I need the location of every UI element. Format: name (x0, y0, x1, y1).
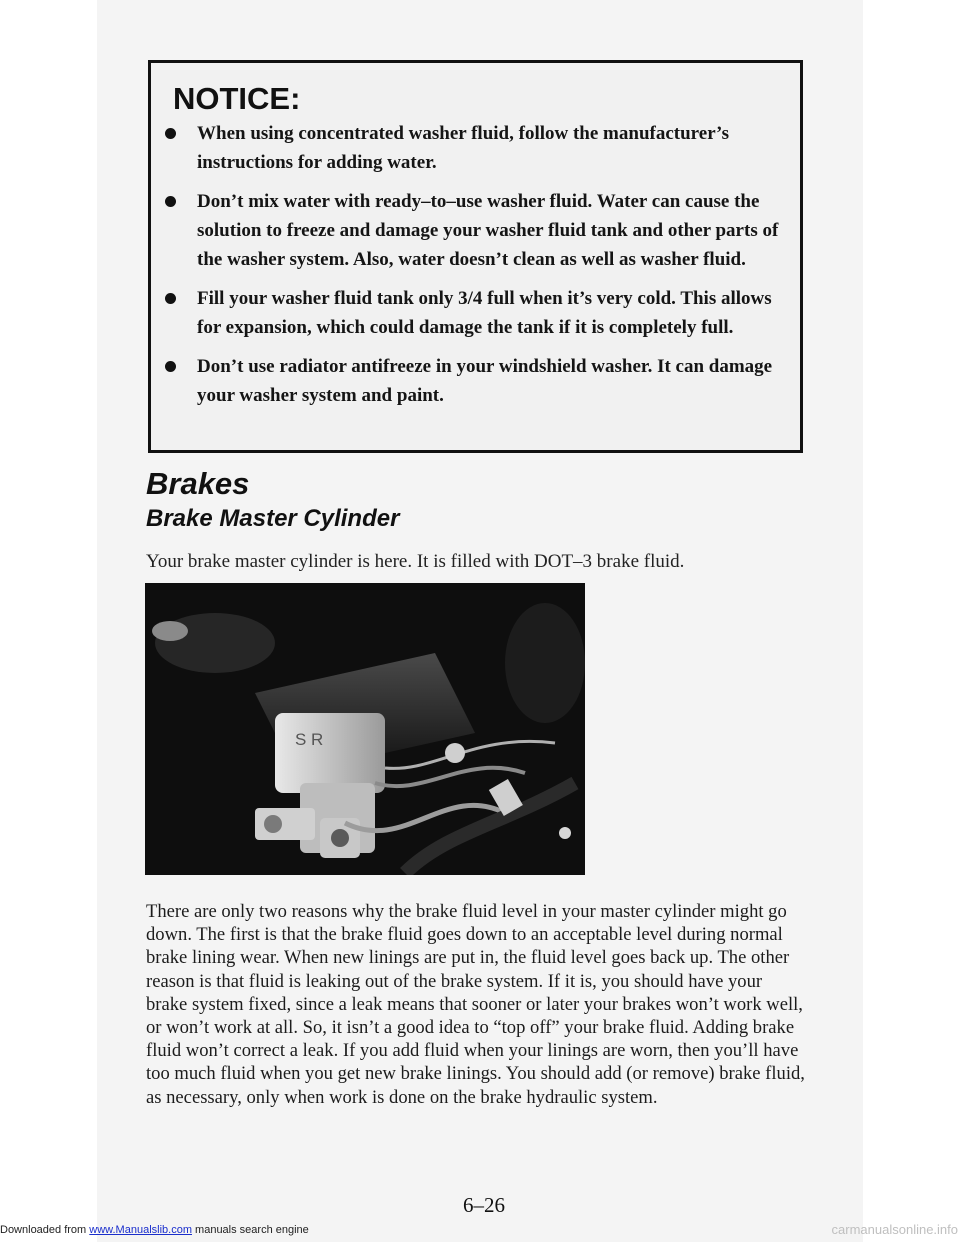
notice-title: NOTICE: (173, 81, 301, 116)
section-subheading: Brake Master Cylinder (146, 505, 400, 532)
manualslib-link[interactable]: www.Manualslib.com (89, 1224, 192, 1236)
section-heading: Brakes (146, 466, 250, 501)
download-suffix: manuals search engine (191, 1224, 309, 1236)
list-item (151, 284, 791, 342)
brake-master-cylinder-photo (145, 583, 585, 875)
notice-item-text: Don’t mix water with ready–to–use washer fluid. Water can cause the solution to freeze and damage your washer fluid tank and other parts of the washer system. Also, water doesn’t clean as well as washer fluid. (197, 191, 779, 270)
bullet-icon (165, 196, 176, 207)
reservoir-marking: S R (295, 730, 324, 749)
notice-item-text: Fill your washer fluid tank only 3/4 full when it’s very cold. This allows for expansion, which could damage the tank if it is completely full. (197, 288, 772, 338)
list-item (151, 187, 791, 274)
list-item (151, 352, 791, 410)
notice-item-text: When using concentrated washer fluid, follow the manufacturer’s instructions for adding water. (197, 123, 729, 173)
engine-bay-illustration (145, 583, 585, 875)
notice-box (148, 60, 803, 453)
watermark-text: carmanualsonline.info (831, 1222, 958, 1237)
bullet-icon (165, 293, 176, 304)
body-paragraph: There are only two reasons why the brake fluid level in your master cylinder might go down. The first is that the brake fluid goes down to an acceptable level during normal brake lining wear. When new linings are put in, the fluid level goes back up. The other reason is that fluid is leaking out of the brake system. If it is, you should have your brake system fixed, since a leak means that sooner or later your brakes won’t work well, or won’t work at all. So, it isn’t a good idea to “top off” your brake fluid. Adding brake fluid won’t correct a leak. If you add fluid when your linings are worn, then you’ll have too much fluid when you get new brake linings. You should add (or remove) brake fluid, as necessary, only when work is done on the brake hydraulic system. (146, 901, 805, 1108)
page-number: 6–26 (463, 1193, 505, 1217)
notice-list (151, 119, 791, 420)
download-prefix: Downloaded from (0, 1224, 90, 1236)
bullet-icon (165, 128, 176, 139)
bullet-icon (165, 361, 176, 372)
notice-item-text: Don’t use radiator antifreeze in your windshield washer. It can damage your washer system and paint. (197, 356, 773, 406)
download-note (0, 1224, 309, 1236)
list-item (151, 119, 791, 177)
lead-paragraph: Your brake master cylinder is here. It is filled with DOT–3 brake fluid. (146, 551, 685, 572)
